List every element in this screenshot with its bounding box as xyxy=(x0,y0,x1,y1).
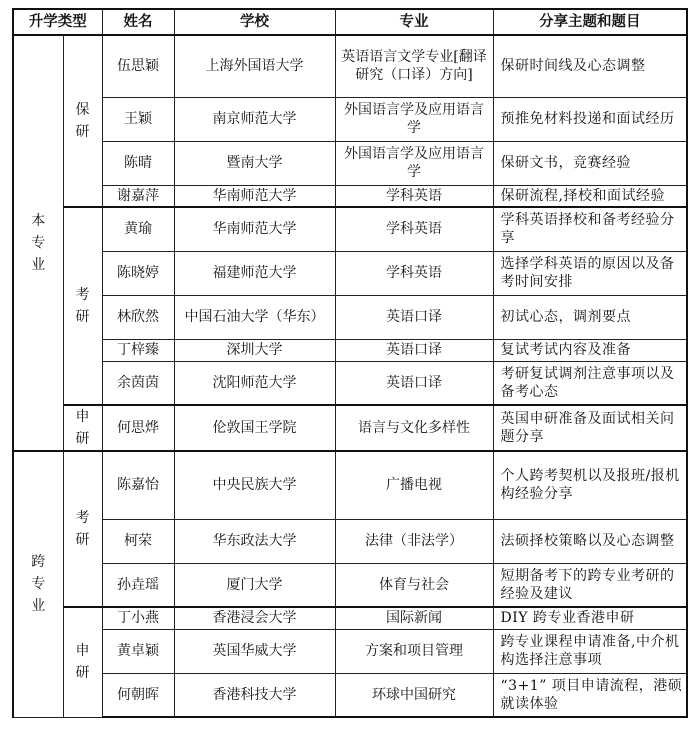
table-row xyxy=(13,519,687,563)
cell-topic: 选择学科英语的原因以及备考时间安排 xyxy=(493,251,687,295)
cell-school: 香港浸会大学 xyxy=(174,607,335,629)
subgroup-kaoyan-1: 考研 xyxy=(63,207,102,405)
cell-topic: 保研流程,择校和面试经验 xyxy=(493,185,687,207)
cell-school: 中国石油大学（华东） xyxy=(174,295,335,339)
cell-major: 外国语言学及应用语言学 xyxy=(335,141,493,185)
cell-topic: 法硕择校策略以及心态调整 xyxy=(493,519,687,563)
group-cross-major: 跨专业 xyxy=(13,451,63,717)
header-major: 专业 xyxy=(335,9,493,35)
table-row xyxy=(13,673,687,717)
cell-name: 柯荣 xyxy=(102,519,174,563)
cell-major: 英语口译 xyxy=(335,361,493,405)
table-row xyxy=(13,97,687,141)
cell-major: 广播电视 xyxy=(335,451,493,519)
cell-major: 学科英语 xyxy=(335,251,493,295)
cell-topic: 保研时间线及心态调整 xyxy=(493,35,687,97)
group-same-major: 本专业 xyxy=(13,35,63,451)
cell-school: 福建师范大学 xyxy=(174,251,335,295)
cell-school: 深圳大学 xyxy=(174,339,335,361)
cell-school: 沈阳师范大学 xyxy=(174,361,335,405)
cell-name: 黄瑜 xyxy=(102,207,174,251)
cell-major: 英语口译 xyxy=(335,295,493,339)
cell-name: 伍思颖 xyxy=(102,35,174,97)
header-topic: 分享主题和题目 xyxy=(493,9,687,35)
cell-name: 孙垚瑶 xyxy=(102,563,174,607)
cell-major: 体育与社会 xyxy=(335,563,493,607)
cell-major: 学科英语 xyxy=(335,185,493,207)
cell-major: 英语语言文学专业[翻译研究（口译）方向] xyxy=(335,35,493,97)
cell-topic: 短期备考下的跨专业考研的经验及建议 xyxy=(493,563,687,607)
cell-name: 丁梓臻 xyxy=(102,339,174,361)
cell-school: 华南师范大学 xyxy=(174,207,335,251)
cell-major: 方案和项目管理 xyxy=(335,629,493,673)
cell-topic: 考研复试调剂注意事项以及备考心态 xyxy=(493,361,687,405)
cell-school: 中央民族大学 xyxy=(174,451,335,519)
cell-school: 暨南大学 xyxy=(174,141,335,185)
cell-topic: 个人跨考契机以及报班/报机构经验分享 xyxy=(493,451,687,519)
subgroup-baoyan: 保研 xyxy=(63,35,102,207)
table-header-row xyxy=(13,9,687,35)
cell-school: 华东政法大学 xyxy=(174,519,335,563)
header-type: 升学类型 xyxy=(13,9,102,35)
cell-school: 南京师范大学 xyxy=(174,97,335,141)
subgroup-kaoyan-2: 考研 xyxy=(63,451,102,607)
cell-name: 陈晴 xyxy=(102,141,174,185)
cell-school: 厦门大学 xyxy=(174,563,335,607)
cell-name: 林欣然 xyxy=(102,295,174,339)
table-row xyxy=(13,607,687,629)
cell-topic: 预推免材料投递和面试经历 xyxy=(493,97,687,141)
cell-topic: 学科英语择校和备考经验分享 xyxy=(493,207,687,251)
cell-name: 何思烨 xyxy=(102,405,174,451)
cell-name: 余茵茵 xyxy=(102,361,174,405)
table-row xyxy=(13,629,687,673)
cell-school: 香港科技大学 xyxy=(174,673,335,717)
table-row xyxy=(13,339,687,361)
cell-topic: 英国申研准备及面试相关问题分享 xyxy=(493,405,687,451)
header-school: 学校 xyxy=(174,9,335,35)
cell-major: 英语口译 xyxy=(335,339,493,361)
table-row xyxy=(13,251,687,295)
table-row xyxy=(13,141,687,185)
table-row xyxy=(13,451,687,519)
cell-name: 陈晓婷 xyxy=(102,251,174,295)
cell-major: 学科英语 xyxy=(335,207,493,251)
cell-name: 王颖 xyxy=(102,97,174,141)
cell-major: 国际新闻 xyxy=(335,607,493,629)
cell-major: 法律（非法学） xyxy=(335,519,493,563)
table-row xyxy=(13,185,687,207)
cell-name: 谢嘉萍 xyxy=(102,185,174,207)
cell-name: 丁小燕 xyxy=(102,607,174,629)
subgroup-shenyan-2: 申研 xyxy=(63,607,102,717)
table-row xyxy=(13,361,687,405)
cell-school: 伦敦国王学院 xyxy=(174,405,335,451)
cell-topic: 复试考试内容及准备 xyxy=(493,339,687,361)
cell-major: 环球中国研究 xyxy=(335,673,493,717)
cell-topic: 初试心态，调剂要点 xyxy=(493,295,687,339)
subgroup-shenyan-1: 申研 xyxy=(63,405,102,451)
cell-topic: DIY 跨专业香港申研 xyxy=(493,607,687,629)
cell-name: 何朝晖 xyxy=(102,673,174,717)
table-row xyxy=(13,405,687,451)
graduate-sharing-table xyxy=(12,8,688,718)
cell-name: 陈嘉怡 xyxy=(102,451,174,519)
cell-school: 华南师范大学 xyxy=(174,185,335,207)
table-row xyxy=(13,563,687,607)
table-row xyxy=(13,207,687,251)
cell-school: 英国华威大学 xyxy=(174,629,335,673)
cell-topic: “3+1” 项目申请流程，港硕就读体验 xyxy=(493,673,687,717)
header-name: 姓名 xyxy=(102,9,174,35)
cell-major: 外国语言学及应用语言学 xyxy=(335,97,493,141)
cell-major: 语言与文化多样性 xyxy=(335,405,493,451)
cell-name: 黄卓颖 xyxy=(102,629,174,673)
cell-topic: 跨专业课程申请准备,中介机构选择注意事项 xyxy=(493,629,687,673)
cell-topic: 保研文书，竞赛经验 xyxy=(493,141,687,185)
table-row xyxy=(13,35,687,97)
table-row xyxy=(13,295,687,339)
cell-school: 上海外国语大学 xyxy=(174,35,335,97)
